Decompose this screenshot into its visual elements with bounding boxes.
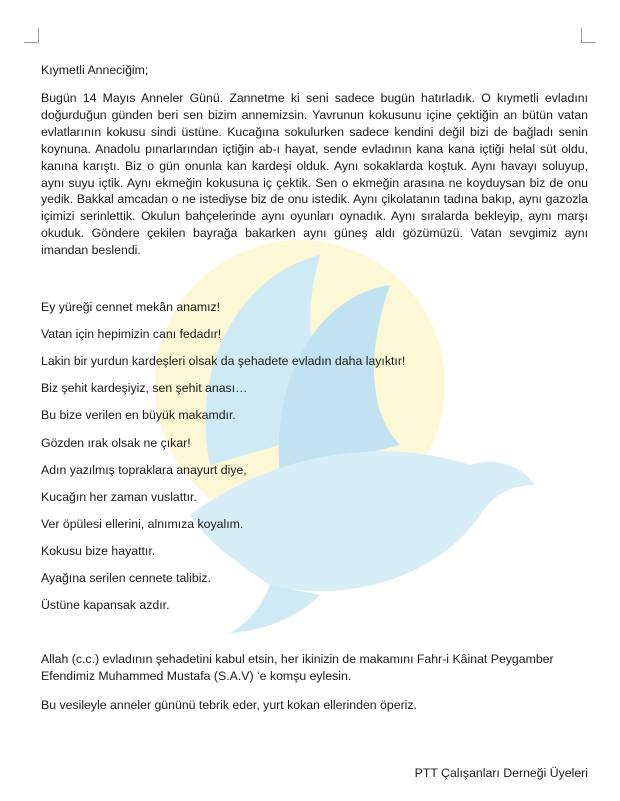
poem-line: Bu bize verilen en büyük makamdır. bbox=[41, 408, 236, 423]
poem-line: Kokusu bize hayattır. bbox=[41, 543, 156, 558]
poem-line: Ver öpülesi ellerini, alnımıza koyalım. bbox=[41, 516, 244, 531]
poem-line: Gözden ırak olsak ne çıkar! bbox=[41, 435, 191, 450]
poem bbox=[41, 299, 588, 624]
poem-line: Üstüne kapansak azdır. bbox=[41, 598, 170, 613]
poem-line: Biz şehit kardeşiyiz, sen şehit anası… bbox=[41, 381, 248, 396]
poem-line: Ey yüreği cennet mekân anamız! bbox=[41, 300, 221, 315]
poem-line: Lakin bir yurdun kardeşleri olsak da şehadete evladın daha layıktır! bbox=[41, 354, 406, 369]
closing-paragraph: Bu vesileyle anneler gününü tebrik eder, yurt kokan ellerinden öperiz. bbox=[41, 698, 417, 713]
poem-line: Kucağın her zaman vuslattır. bbox=[41, 489, 197, 504]
poem-line: Adın yazılmış topraklara anayurt diye, bbox=[41, 462, 247, 477]
signature: PTT Çalışanları Derneği Üyeleri bbox=[414, 766, 588, 780]
letter bbox=[41, 62, 588, 714]
crop-mark-top-right bbox=[581, 28, 596, 43]
prayer-paragraph: Allah (c.c.) evladının şehadetini kabul etsin, her ikinizin de makamını Fahr-i Kâinat Peygamber Efendimiz Muhammed Mustafa (S.A.V) ‘e komşu eylesin. bbox=[41, 652, 554, 684]
crop-mark-top-left bbox=[24, 28, 39, 43]
poem-line: Vatan için hepimizin canı fedadır! bbox=[41, 327, 222, 342]
salutation: Kıymetli Anneciğim; bbox=[41, 63, 149, 77]
letter-body: Bugün 14 Mayıs Anneler Günü. Zannetme ki seni sadece bugün hatırladık. O kıymetli evladını doğurduğun günden beri sen bizim annemizsin. Yavrunun kokusunu içine çektiğin an bütün vatan evlatlarının kokusu sindi üstüne. Kucağına sokulurken sadece kendini değil bizi de bağladı senin koynuna. Anadolu pınarlarından içtiğin ab-ı hayat, sende evladının kana kana içtiği helal süt oldu, kanına karıştı. Biz o gün onunla kan kardeşi olduk. Aynı sokaklarda koştuk. Aynı havayı soluyup, aynı suyu içtik. Aynı ekmeğin kokusuna iç çektik. Sen o ekmeğin arasına ne koyduysan biz de onu yedik. Bakkal amcadan o ne istediyse biz de onu istedik. Aynı çikolatanın tadına bakıp, aynı gazozla içimizi serinlettik. Okulun bahçelerinde aynı oyunları oynadık. Aynı sıralarda bekleyip, aynı marşı okuduk. Göndere çekilen bayrağa bakarken aynı güneş aldı gözümüzü. Vatan sevgimiz aynı imandan beslendi. bbox=[41, 91, 588, 258]
poem-line: Ayağına serilen cennete talibiz. bbox=[41, 571, 211, 585]
closing-section bbox=[41, 651, 588, 714]
